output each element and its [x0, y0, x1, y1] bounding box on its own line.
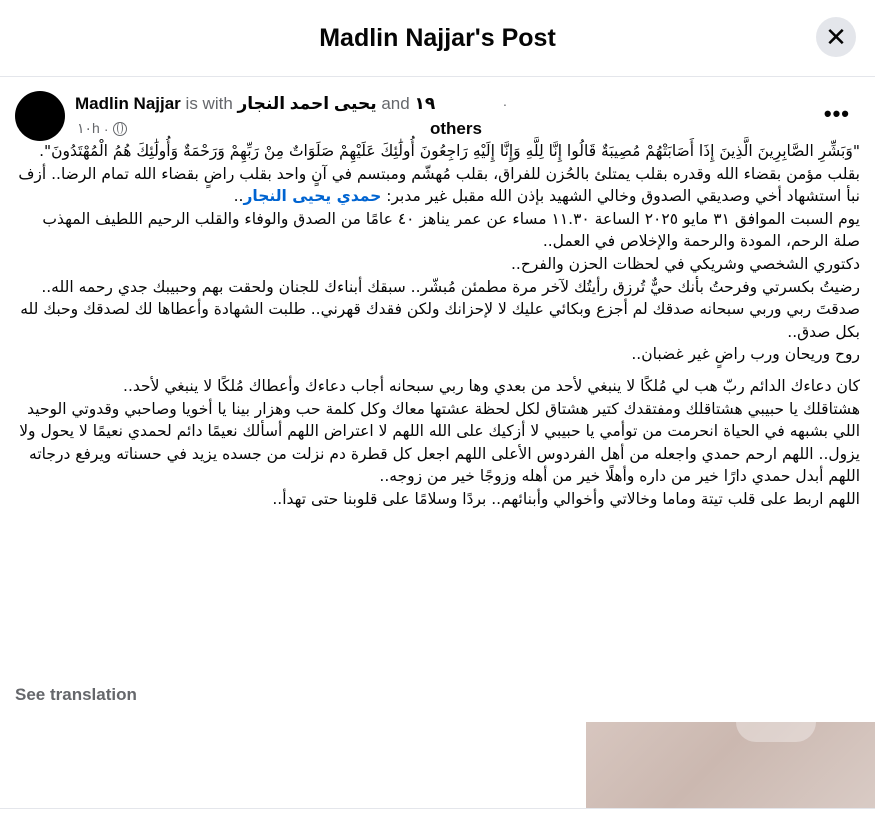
more-icon: ••• [823, 101, 850, 126]
post-meta: ١٠h · [77, 120, 127, 137]
tagged-person[interactable]: يحيى احمد النجار [237, 94, 377, 113]
post-paragraph: كان دعاءك الدائم ربّ هب لي مُلكًا لا ينبغي لأحد من بعدي وها ربي سبحانه أجاب دعاءك وأعطاك مُلكًا لا ينبغي لأحد.. [123, 376, 860, 395]
modal-bottom-bar [0, 808, 875, 832]
and-text: and [381, 94, 410, 113]
globe-icon [113, 122, 127, 136]
mention-link[interactable]: حمدي يحيى النجار [243, 187, 382, 206]
post-paragraph: دكتوري الشخصي وشريكي في لحظات الحزن والفرح.. [510, 254, 860, 273]
others-count[interactable]: ١٩ [414, 94, 436, 113]
post-paragraph: رضيتُ بكسرتي وفرحتُ بأنك حيٌّ تُرزق رأيتُك لآخر مرة مطمئن مُبشّر.. سبقك أبناءك للجنان ولحقت بهم وحبيبك جدي رحمه الله.. [41, 277, 860, 296]
post-paragraph: هشتاقلك يا حبيبي هشتاقلك ومفتقدك كتير هشتاق لكل لحظة عشتها معاك وكل كلمة حب وهزار بينا يا أخويا وصاحبي وقدوتي الوحيد اللي بشبهه في الحياة انحرمت من توأمي يا حبيبي لا أزكيك على الله اللهم لا اعتراض اللهم أسألك نعيمًا دائم لحمدي نعيمًا لا يحول ولا يزول.. اللهم ارحم حمدي واجعله من أهل الفردوس الأعلى اللهم اجعل كل قطرة دم نزلت من جسده يزيد في حسناته ويرفع درجاته اللهم أبدل حمدي دارًا خير من داره وأهلًا خير من أهله وزوجًا خير من زوجه.. [19, 399, 860, 486]
post-paragraph: اللهم اربط على قلب تيتة وماما وخالاتي وأخوالي وأبنائهم.. بردًا وسلامًا على قلوبنا حتى تهدأ.. [272, 489, 860, 508]
modal-header [0, 0, 875, 77]
modal-title: Madlin Najjar's Post [319, 23, 556, 52]
post-line: بقلب مؤمن بقضاء الله وقدره بقلب يمتلئ بالحُزن للفراق، بقلب مُهشّم ومبتسم في آنٍ واحد بقلب راضٍ بقضاء الله تمام الرضا.. أزف نبأ استشهاد أخي وصديقي الصدوق وخالي الشهيد بإذن الله مقبل غير مدبر: [18, 164, 860, 206]
post-paragraph: روح وريحان ورب راضٍ غير غضبان.. [631, 345, 860, 364]
with-text: is with [185, 94, 233, 113]
post-paragraph [15, 163, 860, 208]
post-paragraph: صدقتَ ربي وربي سبحانه صدقك لم أجزع وبكائي عليك لا لإحزانك ولكن فقدك قهرني.. طلبت الشهادة وأعطاها لك لصدقك وحبك لله بكل صدق.. [20, 300, 860, 341]
mention-suffix: .. [233, 187, 244, 206]
author-name[interactable]: Madlin Najjar [75, 94, 181, 113]
post-paragraph: يوم السبت الموافق ٣١ مايو ٢٠٢٥ الساعة ١١.٣٠ مساء عن عمر يناهز ٤٠ عامًا من الصدق والوفاء والقلب الرحيم اللطيف المهذب صلة الرحم، المودة والرحمة والإخلاص في العمل.. [42, 209, 860, 251]
close-button[interactable] [816, 17, 856, 57]
post-paragraph: "وَبَشِّرِ الصَّابِرِينَ الَّذِينَ إِذَا أَصَابَتْهُمْ مُصِيبَةٌ قَالُوا إِنَّا لِلَّهِ وَإِنَّا إِلَيْهِ رَاجِعُونَ أُولَٰئِكَ عَلَيْهِمْ صَلَوَاتٌ مِنْ رَبِّهِمْ وَرَحْمَةٌ وَأُولَٰئِكَ هُمُ الْمُهْتَدُونَ". [39, 142, 860, 160]
separator-dot: . [503, 93, 507, 109]
author-line [75, 94, 435, 114]
photo-attachment[interactable] [586, 722, 875, 808]
see-translation-link[interactable]: See translation [15, 685, 137, 704]
others-link[interactable]: others [430, 119, 482, 138]
avatar[interactable] [15, 91, 65, 141]
post-header [15, 91, 860, 141]
more-options-button[interactable] [824, 101, 850, 127]
post-text [15, 140, 860, 511]
post-time[interactable]: ١٠h [77, 120, 100, 136]
close-icon: ✕ [825, 21, 847, 52]
